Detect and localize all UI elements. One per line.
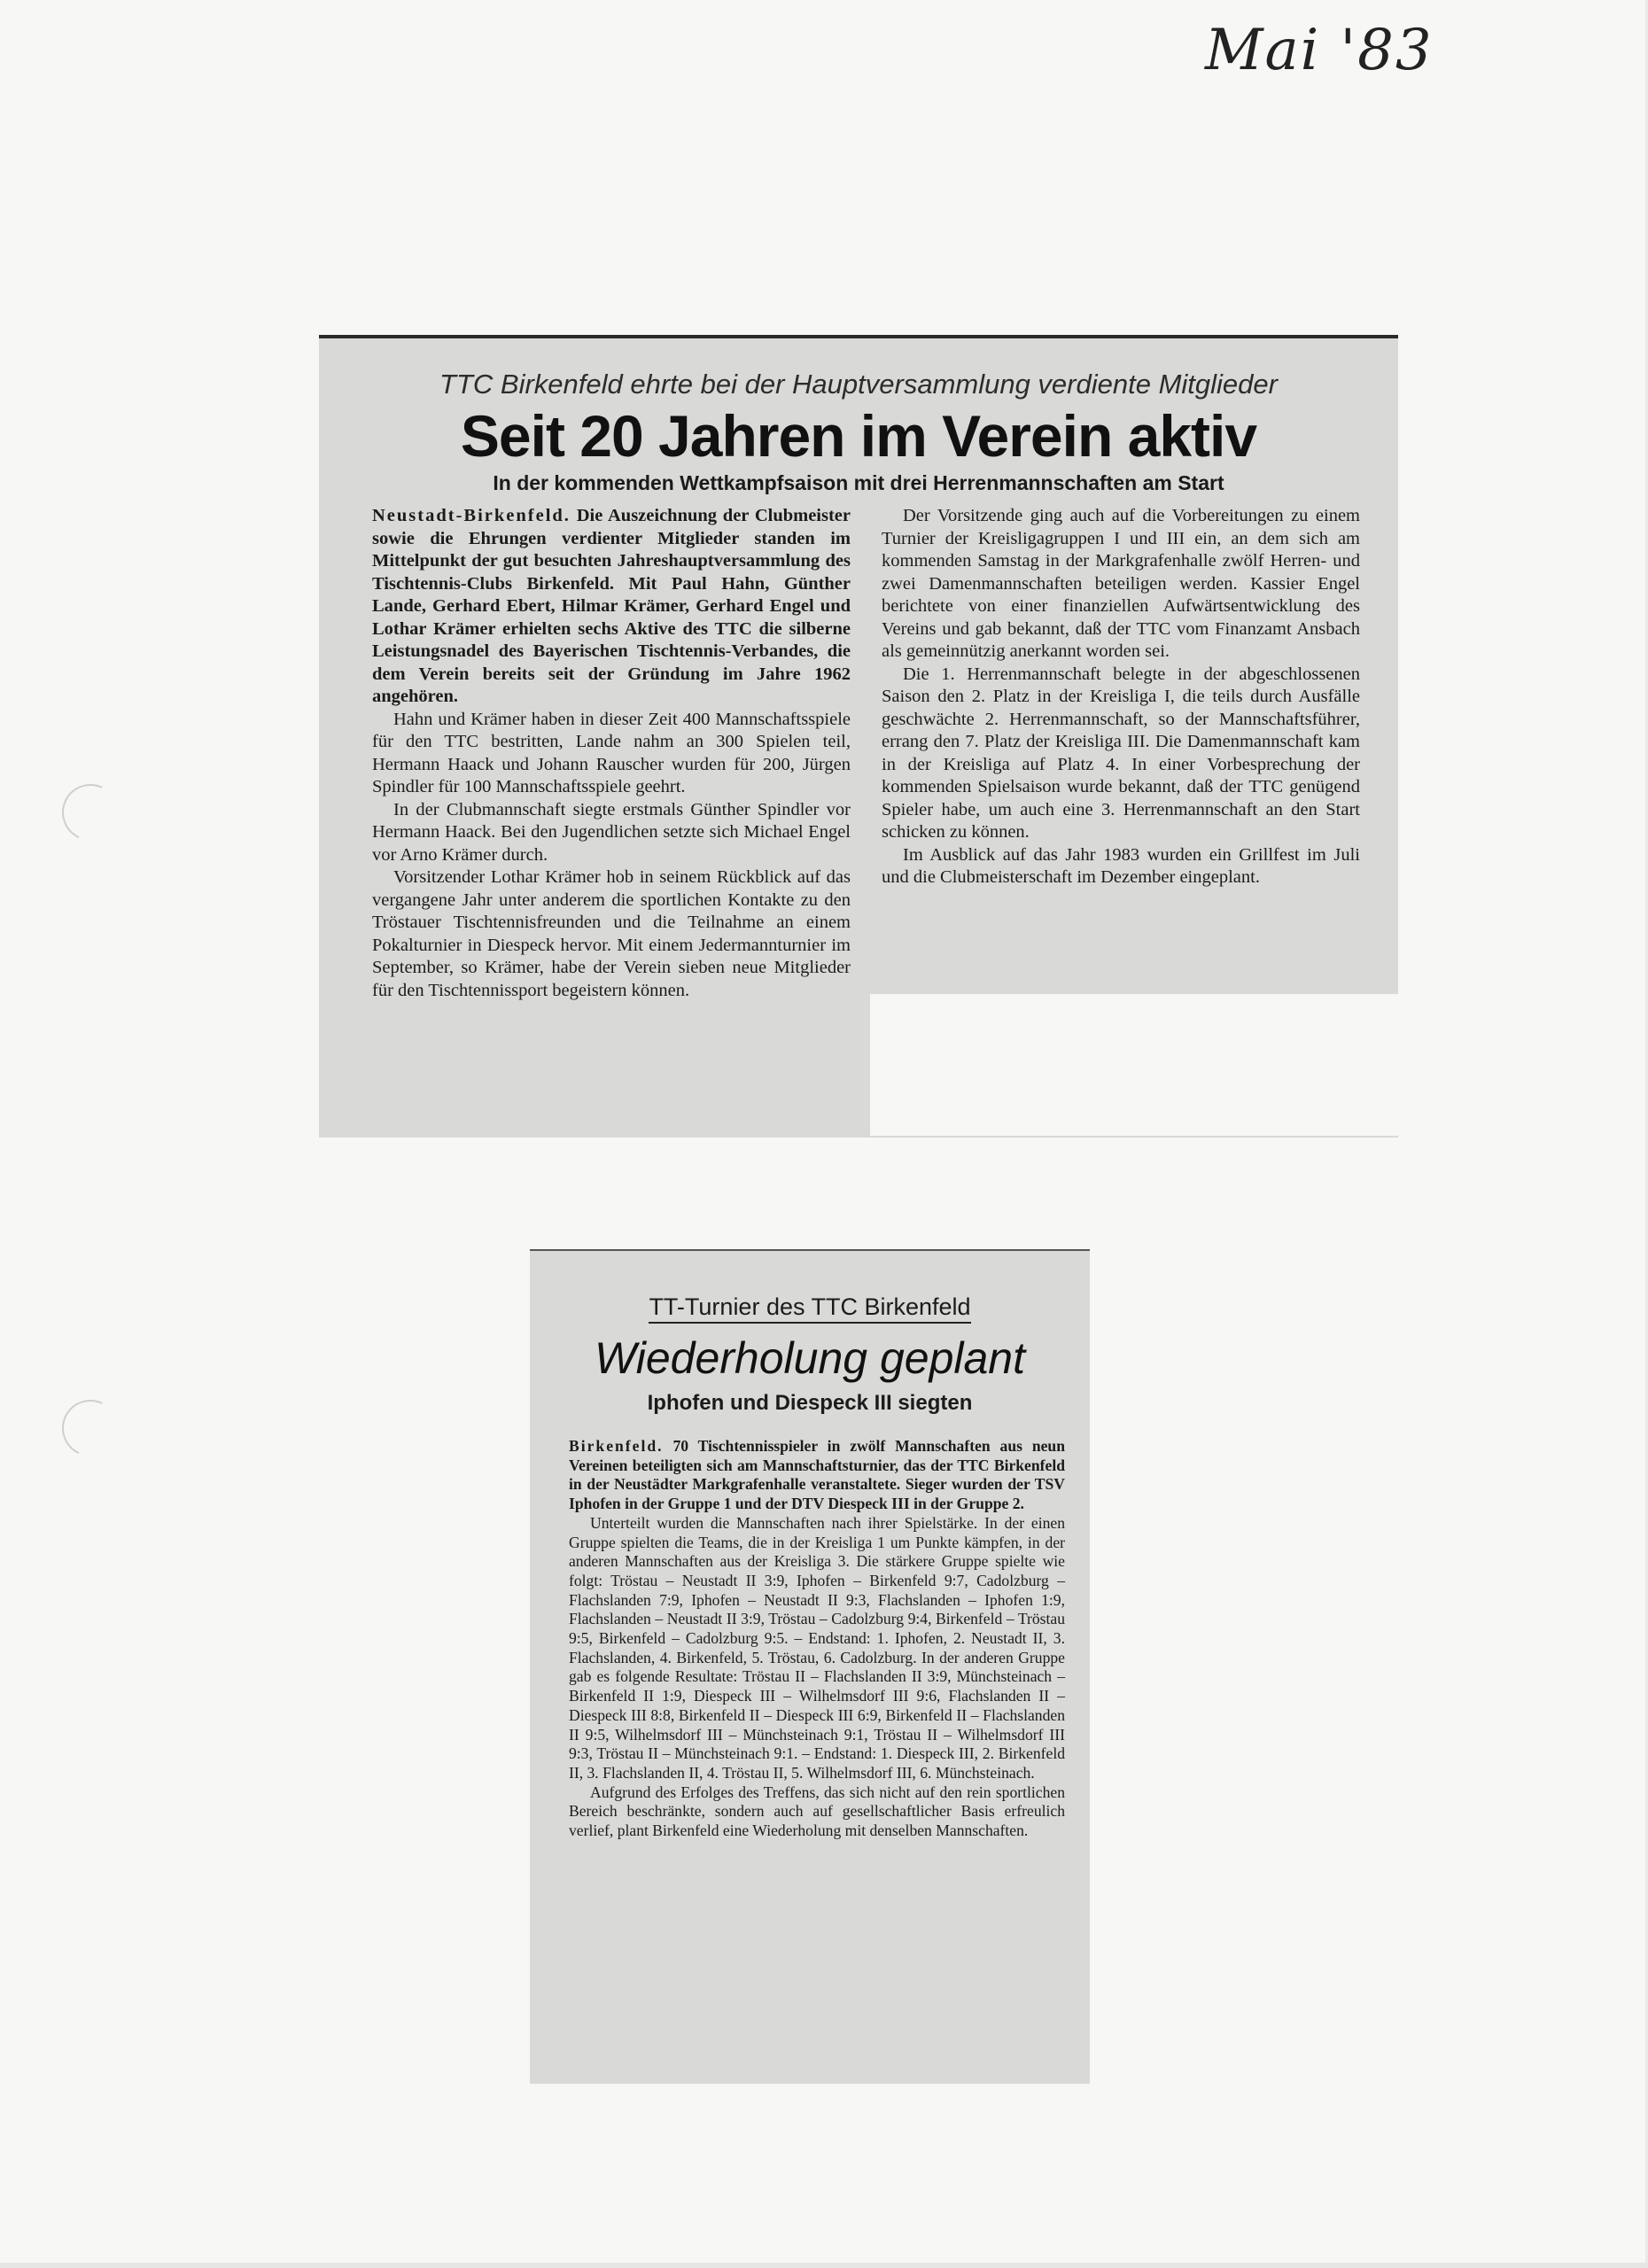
punch-hole-icon: [54, 1392, 127, 1464]
article2-subheadline: Iphofen und Diespeck III siegten: [647, 1391, 973, 1415]
article1-dateline: Neustadt-Birkenfeld.: [372, 506, 571, 525]
handwritten-date-note: Mai '83: [1205, 18, 1434, 83]
article1-paragraph: In der Clubmannschaft siegte erstmals Günther Spindler vor Hermann Haack. Bei den Jugendlichen setzte sich Michael Engel vor Arno Krämer durch.: [372, 799, 851, 865]
newspaper-clipping-2: [530, 1249, 1090, 2084]
article2-paragraph: Unterteilt wurden die Mannschaften nach ihrer Spielstärke. In der einen Gruppe spielten die Teams, die in der Kreisliga 1 um Punkte kämpfen, in der anderen Mannschaften aus der Kreisliga 3. Die stärkere Gruppe spielte wie folgt: Tröstau – Neustadt II 3:9, Iphofen – Birkenfeld 9:7, Cadolzburg – Flachslanden 7:9, Iphofen – Neustadt II 9:3, Flachslanden – Iphofen 1:9, Flachslanden – Neustadt II 3:9, Tröstau – Cadolzburg 9:4, Birkenfeld – Tröstau 9:5, Birkenfeld – Cadolzburg 9:5. – Endstand: 1. Iphofen, 2. Neustadt II, 3. Flachslanden, 4. Birkenfeld, 5. Tröstau, 6. Cadolzburg. In der anderen Gruppe gab es folgende Resultate: Tröstau II – Flachslanden II 3:9, Münchsteinach – Birkenfeld II 1:9, Diespeck III – Wilhelmsdorf III 9:6, Flachslanden II – Diespeck III 8:8, Birkenfeld II – Diespeck III 6:9, Birkenfeld II – Flachslanden II 9:5, Wilhelmsdorf III – Münchsteinach 9:1, Tröstau II – Wilhelmsdorf III 9:3, Tröstau II – Münchsteinach 9:1. – Endstand: 1. Diespeck III, 2. Birkenfeld II, 3. Flachslanden II, 4. Tröstau II, 5. Wilhelmsdorf III, 6. Münchsteinach.: [569, 1513, 1065, 1782]
article2-dateline: Birkenfeld.: [569, 1437, 664, 1455]
article1-subheadline: In der kommenden Wettkampfsaison mit drei Herrenmannschaften am Start: [493, 471, 1224, 494]
article2-lead-text: 70 Tischtennisspieler in zwölf Mannschaften aus neun Vereinen beteiligten sich am Mannschaftsturnier, das der TTC Birkenfeld in der Neustädter Markgrafenhalle veranstaltete. Sieger wurden der TSV Iphofen in der Gruppe 1 und der DTV Diespeck III in der Gruppe 2.: [569, 1437, 1065, 1513]
punch-hole-icon: [54, 776, 127, 849]
article1-lead-text: Die Auszeichnung der Clubmeister sowie die Ehrungen verdienter Mitglieder standen im Mittelpunkt der gut besuchten Jahreshauptversammlung des Tischtennis-Clubs Birkenfeld. Mit Paul Hahn, Günther Lande, Gerhard Ebert, Hilmar Krämer, Gerhard Engel und Lothar Krämer erhielten sechs Aktive des TTC die silberne Leistungsnadel des Bayerischen Tischtennis-Verbandes, die dem Verein bereits seit der Gründung im Jahre 1962 angehören.: [372, 506, 851, 706]
article1-paragraph: Im Ausblick auf das Jahr 1983 wurden ein Grillfest im Juli und die Clubmeisterschaft im Dezember eingeplant.: [882, 844, 1360, 887]
clipping-1-cutout: [870, 994, 1398, 1136]
article2-column: [569, 1437, 1065, 1841]
article1-kicker: TTC Birkenfeld ehrte bei der Hauptversammlung verdiente Mitglieder: [439, 369, 1278, 400]
article2-paragraph: Aufgrund des Erfolges des Treffens, das sich nicht auf den rein sportlichen Bereich beschränkte, sondern auch auf gesellschaftlicher Basis erfreulich verlief, plant Birkenfeld eine Wiederholung mit denselben Mannschaften.: [569, 1783, 1065, 1840]
article1-paragraph: Die 1. Herrenmannschaft belegte in der abgeschlossenen Saison den 2. Platz in der Kreisliga I, die teils durch Ausfälle geschwächte 2. Herrenmannschaft, so der Mannschaftsführer, errang den 7. Platz der Kreisliga III. Die Damenmannschaft kam in der Kreisliga auf Platz 4. In einer Vorbesprechung der kommenden Spielsaison wurde bekannt, daß der TTC genügend Spieler habe, um auch eine 3. Herrenmannschaft an den Start schicken zu können.: [882, 664, 1360, 842]
article2-lead-paragraph: [569, 1437, 1065, 1514]
article2-headline: Wiederholung geplant: [594, 1333, 1025, 1383]
article1-headline: Seit 20 Jahren im Verein aktiv: [460, 403, 1257, 469]
article1-paragraph: Der Vorsitzende ging auch auf die Vorbereitungen zu einem Turnier der Kreisligagruppen I und III ein, an dem sich am kommenden Samstag in der Markgrafenhalle zwölf Herren- und zwei Damenmannschaften beteiligen werden. Kassier Engel berichtete von einer finanziellen Aufwärtsentwicklung des Vereins und gab bekannt, daß der TTC vom Finanzamt Ansbach als gemeinnützig anerkannt worden sei.: [882, 506, 1360, 661]
page-edge-bottom: [0, 2263, 1648, 2268]
article2-kicker-text: TT-Turnier des TTC Birkenfeld: [649, 1293, 970, 1324]
article1-column-left: [372, 505, 851, 1002]
article1-lead-paragraph: [372, 505, 851, 709]
article1-paragraph: Hahn und Krämer haben in dieser Zeit 400 Mannschaftsspiele für den TTC bestritten, Lande nahm an 300 Spielen teil, Hermann Haack und Johann Rauscher wurden für 200, Jürgen Spindler für 100 Mannschaftsspiele geehrt.: [372, 709, 851, 796]
article1-paragraph: Vorsitzender Lothar Krämer hob in seinem Rückblick auf das vergangene Jahr unter anderem die sportlichen Kontakte zu den Tröstauer Tischtennisfreunden und die Teilnahme an einem Pokalturnier in Diespeck hervor. Mit einem Jedermannturnier im September, so Krämer, habe der Verein sieben neue Mitglieder für den Tischtennissport begeistern können.: [372, 867, 851, 1000]
article1-column-right: [882, 505, 1360, 889]
article2-kicker: [530, 1293, 1090, 1321]
